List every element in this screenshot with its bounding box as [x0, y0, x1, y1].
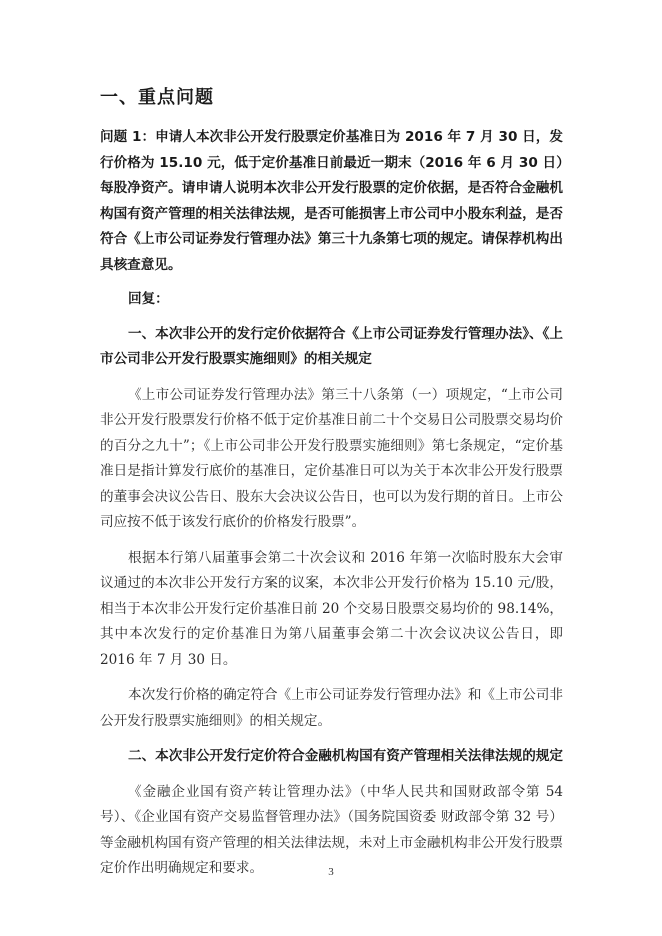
paragraph-1: 《上市公司证券发行管理办法》第三十八条第（一）项规定，“上市公司非公开发行股票发行价格不低于定价基准日前二十个交易日公司股票交易均价的百分之九十”；《上市公司非公开发行股票实施细则》第七条规定，“定价基准日是指计算发行底价的基准日，定价基准日可以为关于本次非公开发行股票的董事会决议公告日、股东大会决议公告日，也可以为发行期的首日。上市公司应按不低于该发行底价的价格发行股票”。	[100, 386, 563, 530]
page-content	[100, 84, 563, 882]
subsection-1-title: 一、本次非公开的发行定价依据符合《上市公司证券发行管理办法》、《上市公司非公开发行股票实施细则》的相关规定	[100, 325, 563, 367]
section-title: 一、重点问题	[100, 87, 214, 108]
question-text: 问题 1：申请人本次非公开发行股票定价基准日为 2016 年 7 月 30 日，发行价格为 15.10 元，低于定价基准日前最近一期末（2016 年 6 月 30 日）每股净资产。请申请人说明本次非公开发行股票的定价依据，是否符合金融机构国有资产管理的相关法律法规，是否可能损害上市公司中小股东利益，是否符合《上市公司证券发行管理办法》第三十九条第七项的规定。请保荐机构出具核查意见。	[100, 129, 563, 273]
paragraph-2: 根据本行第八届董事会第二十次会议和 2016 年第一次临时股东大会审议通过的本次非公开发行方案的议案，本次非公开发行价格为 15.10 元/股，相当于本次非公开发行定价基准日前 20 个交易日股票交易均价的 98.14%，其中本次发行的定价基准日为第八届董事会第二十次会议决议公告日，即 2016 年 7 月 30 日。	[100, 549, 563, 668]
reply-label: 回复：	[128, 291, 169, 307]
subsection-2-title: 二、本次非公开发行定价符合金融机构国有资产管理相关法律法规的规定	[128, 748, 563, 764]
paragraph-3: 本次发行价格的确定符合《上市公司证券发行管理办法》和《上市公司非公开发行股票实施细则》的相关规定。	[100, 687, 563, 729]
paragraph-4: 《金融企业国有资产转让管理办法》（中华人民共和国财政部令第 54 号）、《企业国有资产交易监督管理办法》（国务院国资委 财政部令第 32 号）等金融机构国有资产管理的相关法律法规，未对上市金融机构非公开发行股票定价作出明确规定和要求。	[100, 783, 563, 876]
page-number: 3	[328, 866, 334, 878]
